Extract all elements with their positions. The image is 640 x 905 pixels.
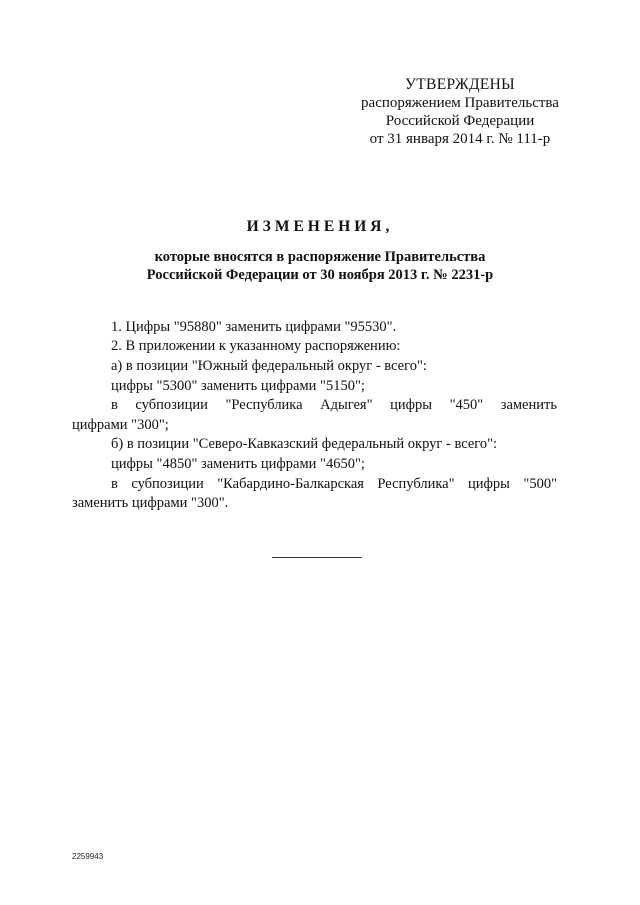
approval-heading: УТВЕРЖДЕНЫ bbox=[405, 76, 515, 93]
approval-line-3: от 31 января 2014 г. № 111-р bbox=[369, 131, 551, 147]
paragraph-6: б) в позиции "Северо-Кавказский федеральный округ - всего": bbox=[111, 436, 498, 452]
word: в bbox=[111, 397, 118, 413]
word: Адыгея" bbox=[320, 397, 373, 413]
approval-line-1: распоряжением Правительства bbox=[361, 95, 559, 111]
subtitle-line-1: которые вносятся в распоряжение Правительства bbox=[154, 249, 486, 265]
word: заменить bbox=[500, 397, 557, 413]
word: цифры bbox=[468, 476, 510, 492]
word: цифры bbox=[390, 397, 432, 413]
word: в bbox=[111, 476, 118, 492]
document-title: ИЗМЕНЕНИЯ, bbox=[246, 218, 394, 235]
paragraph-2: 2. В приложении к указанному распоряжению: bbox=[111, 338, 401, 354]
document-subtitle bbox=[100, 248, 540, 284]
end-divider bbox=[272, 557, 362, 558]
word: Республика" bbox=[377, 476, 455, 492]
paragraph-8-line-1 bbox=[111, 475, 557, 493]
paragraph-4: цифры "5300" заменить цифрами "5150"; bbox=[111, 378, 365, 394]
word: "450" bbox=[449, 397, 484, 413]
paragraph-5-line-2: цифрами "300"; bbox=[72, 417, 169, 433]
paragraph-7: цифры "4850" заменить цифрами "4650"; bbox=[111, 456, 365, 472]
approval-block bbox=[330, 76, 590, 148]
paragraph-5-line-1 bbox=[111, 396, 557, 414]
approval-line-2: Российской Федерации bbox=[385, 113, 535, 129]
word: субпозиции bbox=[131, 476, 204, 492]
word: "500" bbox=[523, 476, 557, 492]
subtitle-line-2: Российской Федерации от 30 ноября 2013 г. № 2231-р bbox=[146, 267, 494, 283]
word: субпозиции bbox=[135, 397, 208, 413]
paragraph-8-line-2: заменить цифрами "300". bbox=[72, 495, 229, 511]
document-number: 2259943 bbox=[72, 852, 104, 861]
paragraph-3: а) в позиции "Южный федеральный округ - всего": bbox=[111, 358, 427, 374]
paragraph-1: 1. Цифры "95880" заменить цифрами "95530". bbox=[111, 319, 397, 335]
word: "Кабардино-Балкарская bbox=[217, 476, 364, 492]
word: "Республика bbox=[225, 397, 303, 413]
